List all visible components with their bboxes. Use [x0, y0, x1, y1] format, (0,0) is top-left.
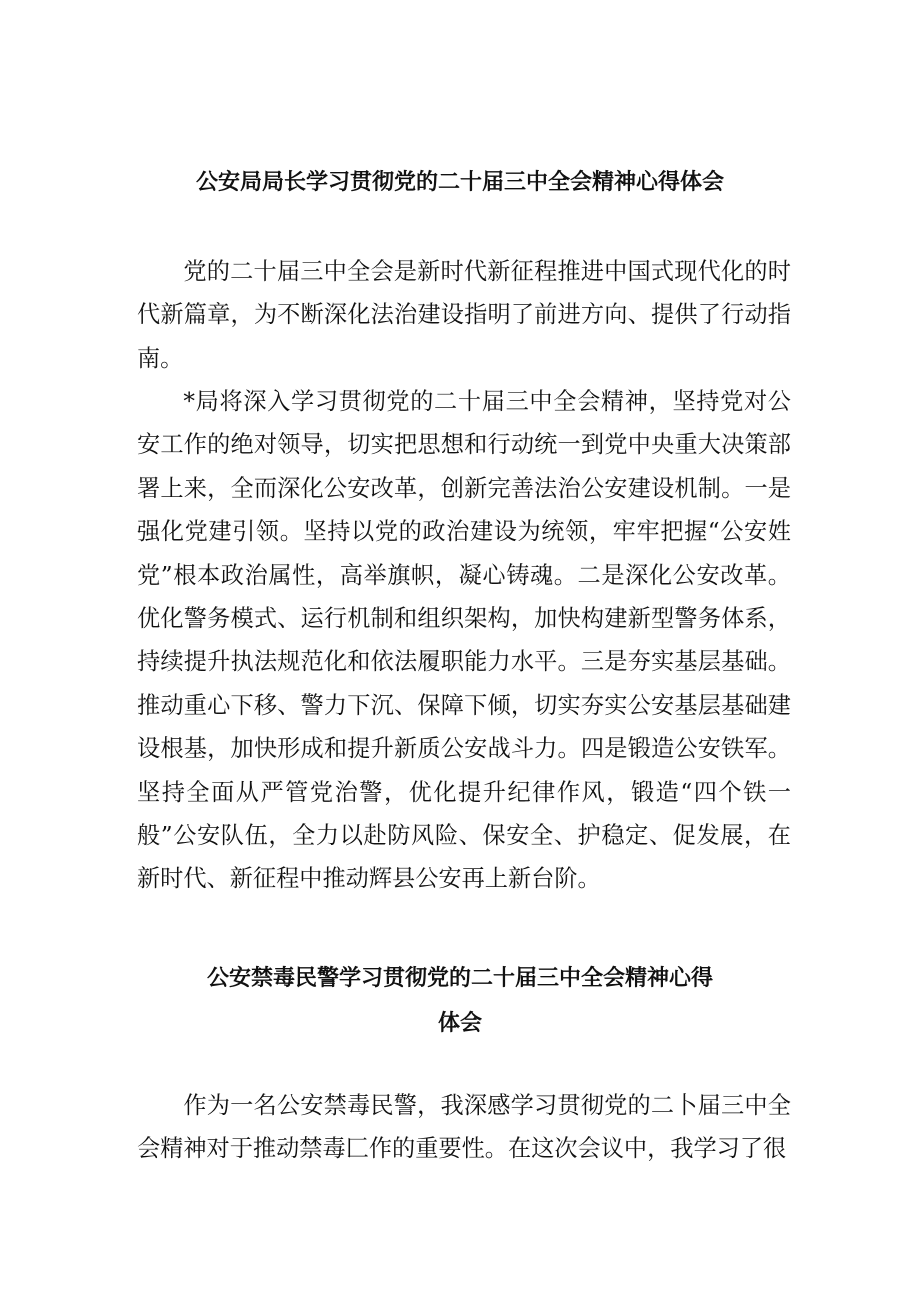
section-2-paragraph-1: 作为一名公安禁毒民警，我深感学习贯彻党的二卜届三中全会精神对于推动禁毒匚作的重要性。在这次会议中，我学习了很: [137, 1092, 791, 1163]
section-2-title: [0, 956, 920, 1046]
section-1-paragraph-2: *局将深入学习贯彻党的二十届三中全会精神，坚持党对公安工作的绝对领导，切实把思想和行动统一到党中央重大决策部署上来，全而深化公安改革，创新完善法治公安建设机制。一是强化党建引领。坚持以党的政治建设为统领，牢牢把握“公安姓党”根本政治属性，高举旗帜，凝心铸魂。二是深化公安改革。优化警务模式、运行机制和组织架构，加快构建新型警务体系，持续提升执法规范化和依法履职能力水平。三是夯实基层基础。推动重心下移、警力下沉、保障下倾，切实夯实公安基层基础建设根基，加快形成和提升新质公安战斗力。四是锻造公安铁军。坚持全面从严管党治警，优化提升纪律作风，锻造“四个铁一般”公安队伍，全力以赴防风险、保安全、护稳定、促发展，在新时代、新征程中推动辉县公安再上新台阶。: [137, 388, 791, 893]
section-2-title-line-1: 公安禁毒民警学习贯彻党的二十届三中全会精神心得: [206, 966, 713, 991]
section-1-title: 公安局局长学习贯彻党的二十届三中全会精神心得体会: [195, 170, 724, 195]
section-2-title-line-2: 体会: [437, 1011, 482, 1036]
section-1-paragraph-1: 党的二十届三中全会是新时代新征程推进中国式现代化的时代新篇章，为不断深化法治建设指明了前进方向、提供了行动指南。: [137, 258, 791, 372]
